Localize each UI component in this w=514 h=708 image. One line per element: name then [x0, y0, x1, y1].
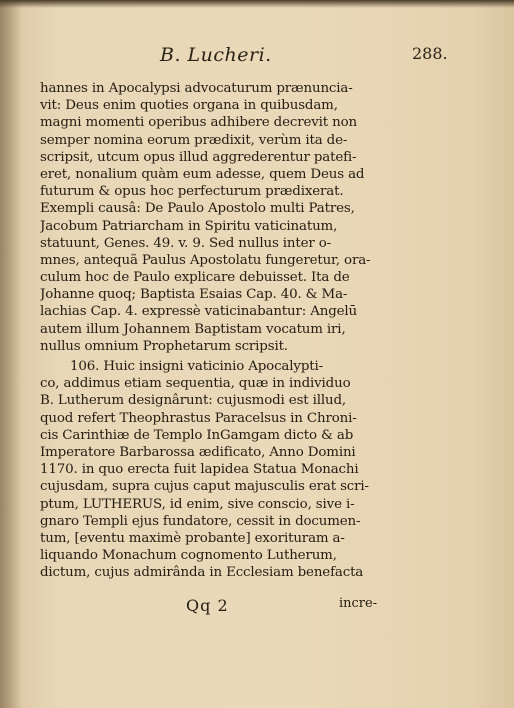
- binding-shadow: [0, 0, 22, 708]
- text-line: Johanne quoq; Baptista Esaias Cap. 40. & Ma-: [40, 287, 348, 303]
- page-top-edge: [0, 0, 514, 8]
- text-line: dictum, cujus admirânda in Ecclesiam benefacta: [40, 565, 364, 581]
- running-head: B. Lucheri.: [160, 44, 272, 66]
- text-line: nullus omnium Prophetarum scripsit.: [40, 338, 288, 354]
- text-line: co, addimus etiam sequentia, quæ in individuo: [40, 376, 351, 392]
- text-line: B. Lutherum designârunt: cujusmodi est illud,: [40, 393, 347, 409]
- text-line: tum, [eventu maximè probante] exorituram a-: [40, 530, 345, 546]
- text-line: vit: Deus enim quoties organa in quibusdam,: [40, 98, 338, 114]
- text-line: eret, nonalium quàm eum adesse, quem Deus ad: [40, 166, 365, 182]
- text-line: Jacobum Patriarcham in Spiritu vaticinatum,: [40, 218, 338, 234]
- text-line: hannes in Apocalypsi advocaturum prænuncia-: [40, 81, 353, 96]
- text-line: cis Carinthiæ de Templo InGamgam dicto & ab: [40, 427, 354, 443]
- text-line: scripsit, utcum opus illud aggrederentur patefi-: [40, 149, 357, 165]
- text-line: mnes, antequã Paulus Apostolatu fungeretur, ora-: [40, 252, 371, 268]
- text-line: ptum, LUTHERUS, id enim, sive conscio, sive i-: [40, 496, 355, 512]
- body-text: [40, 80, 392, 581]
- text-line: Exempli causâ: De Paulo Apostolo multi Patres,: [40, 201, 355, 217]
- text-line: magni momenti operibus adhibere decrevit non: [40, 115, 357, 131]
- text-line: autem illum Johannem Baptistam vocatum iri,: [40, 321, 346, 337]
- catchword: incre-: [339, 596, 378, 611]
- text-line: futurum & opus hoc perfecturum prædixerat.: [40, 184, 344, 200]
- text-line: Imperatore Barbarossa ædificato, Anno Domini: [40, 444, 356, 460]
- text-line: gnaro Templi ejus fundatore, cessit in documen-: [40, 513, 361, 529]
- paragraph-105-continued: [40, 80, 392, 355]
- text-line: semper nomina eorum prædixit, verùm ita de-: [40, 132, 348, 148]
- text-line: 106. Huic insigni vaticinio Apocalypti-: [70, 359, 323, 374]
- text-line: 1170. in quo erecta fuit lapidea Statua Monachi: [40, 462, 359, 478]
- text-line: statuunt, Genes. 49. v. 9. Sed nullus inter o-: [40, 235, 332, 251]
- text-line: cujusdam, supra cujus caput majusculis erat scri-: [40, 479, 369, 495]
- page-number: 288.: [412, 44, 448, 63]
- text-line: quod refert Theophrastus Paracelsus in Chroni-: [40, 410, 357, 426]
- paragraph-106: [40, 358, 392, 581]
- text-line: lachias Cap. 4. expressè vaticinabantur: Angelū: [40, 304, 358, 320]
- signature-mark: Qq 2: [186, 596, 229, 615]
- text-line: liquando Monachum cognomento Lutherum,: [40, 548, 337, 564]
- text-line: culum hoc de Paulo explicare debuisset. Ita de: [40, 270, 350, 286]
